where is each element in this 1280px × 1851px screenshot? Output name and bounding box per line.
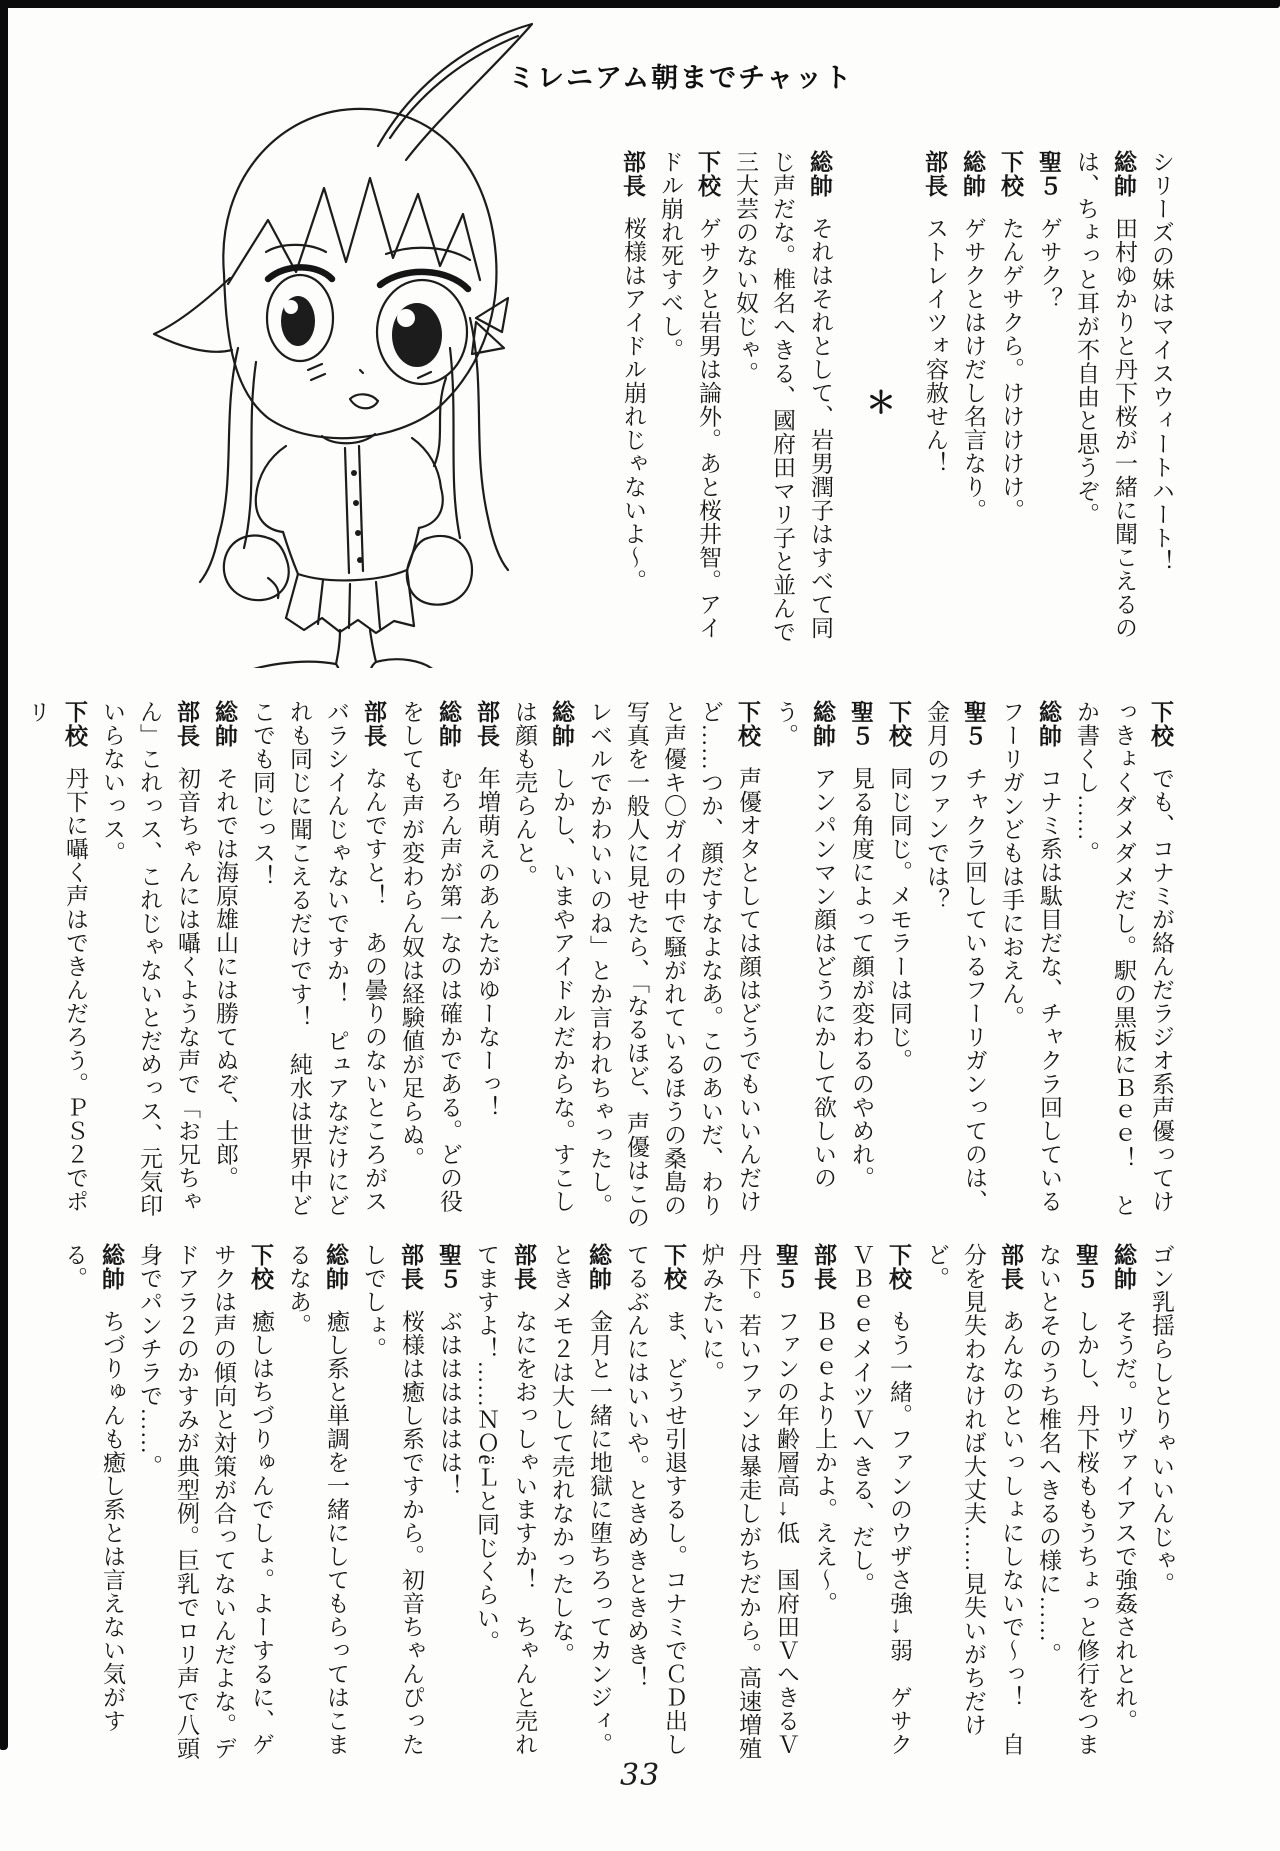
dialogue-band-bottom — [56, 1243, 1180, 1773]
dialogue-entry — [993, 700, 1068, 1230]
speaker-label: 部長 — [361, 700, 387, 748]
chibi-girl-illustration — [116, 16, 564, 668]
speaker-label: 部長 — [811, 1243, 837, 1291]
speaker-label: 下校 — [735, 700, 761, 748]
speaker-label: 聖５ — [848, 700, 874, 748]
speaker-label: 部長 — [620, 150, 646, 198]
dialogue-text: アンパンマン顔はどうにかして欲しいのう。 — [773, 700, 836, 1190]
dialogue-text: しかし、いまやアイドルだからな。すこしは顔も売らんと。 — [512, 700, 575, 1213]
dialogue-text: むろん声が第一なのは確かである。どの役をしても声が変わらん奴は経験値が足らぬ。 — [399, 700, 462, 1213]
dialogue-text: それはそれとして、岩男潤子はすべて同じ声だな。椎名へきる、國府田マリ子と並んで三大芸のない奴じゃ。 — [733, 150, 833, 644]
dialogue-entry — [581, 700, 767, 1230]
scan-border-left — [0, 0, 8, 1750]
dialogue-text: 桜様はアイドル崩れじゃないよ〜。 — [621, 216, 646, 593]
dialogue-text: あんなのといっしょにしないで〜っ！ 自分を見失わなければ大丈夫……見失いがちだけど。 — [924, 1243, 1024, 1756]
speaker-label: 部長 — [174, 700, 200, 748]
divider-glyph: ＊ — [861, 387, 894, 418]
dialogue-text: それでは海原雄山には勝てぬぞ、士郎。 — [213, 766, 238, 1190]
speaker-label: 総帥 — [810, 700, 836, 748]
dialogue-text: 桜様は癒し系ですから。初音ちゃんぴったしでしょ。 — [361, 1243, 424, 1756]
dialogue-text: たんゲサクら。けけけけけ。 — [999, 216, 1024, 522]
dialogue-entry — [1068, 150, 1143, 655]
dialogue-entry — [880, 700, 918, 1230]
dialogue-text: 初音ちゃんには囁くような声で「お兄ちゃん」これっス、これじゃないとだめっス、元気印いらないっス。 — [100, 700, 200, 1217]
dialogue-entry — [244, 700, 393, 1230]
speaker-label: 聖５ — [773, 1243, 799, 1291]
dialogue-text: そうだ。リヴァイアスで強姦されとれ。 — [1112, 1309, 1137, 1733]
speaker-label: 聖５ — [436, 1243, 462, 1291]
dialogue-text: 声優オタとしては顔はどうでもいいんだけど……つか、顔だすなよなあ。このあいだ、わりと声優キ〇ガイの中で騒がれているほうの桑島の写真を一般人に見せたら、「なるほど、声優はこのレベルでかわいいのね」とか言われちゃったし。 — [587, 700, 761, 1229]
dialogue-entry — [206, 700, 244, 1230]
dialogue-text: ゲサクとはけだし名言なり。 — [961, 216, 986, 522]
dialogue-text: ストレイツォ容赦せん！ — [923, 216, 948, 475]
dialogue-text: 同じ同じ。メモラーは同じ。 — [887, 766, 912, 1072]
speaker-label: 総帥 — [1036, 700, 1062, 748]
dialogue-text: 見る角度によって顔が変わるのやめれ。 — [849, 766, 874, 1190]
dialogue-text: なにをおっしゃいますか！ ちゃんと売れてますよ！……ＮＯёＬと同じくらい。 — [474, 1243, 537, 1756]
dialogue-entry — [992, 150, 1030, 655]
dialogue-text: 田村ゆかりと丹下桜が一緒に聞こえるのは、ちょっと耳が不自由と思うぞ。 — [1074, 150, 1137, 640]
dialogue-text: ちづりゅんも癒し系とは言えない気がする。 — [62, 1243, 125, 1733]
dialogue-entry — [918, 700, 993, 1230]
dialogue-entry — [618, 1243, 693, 1773]
dialogue-entry — [56, 1243, 131, 1773]
dialogue-entry — [430, 1243, 468, 1773]
dialogue-entry — [393, 700, 468, 1230]
speaker-label: 下校 — [1148, 700, 1174, 748]
section-divider — [859, 150, 896, 655]
speaker-label: 下校 — [886, 700, 912, 748]
speaker-label: 総帥 — [960, 150, 986, 198]
speaker-label: 下校 — [998, 150, 1024, 198]
dialogue-text: ま、どうせ引退するし。コナミでＣＤ出してるぶんにはいいや。ときめきときめき！ — [624, 1243, 687, 1756]
speaker-label: 総帥 — [1111, 150, 1137, 198]
speaker-label: 総帥 — [99, 1243, 125, 1291]
dialogue-entry — [355, 1243, 430, 1773]
speaker-label: 聖５ — [1036, 150, 1062, 198]
dialogue-text: ゲサクと岩男は論外。あと桜井智。アイドル崩れ死すべし。 — [658, 150, 721, 640]
dialogue-entry — [506, 700, 581, 1230]
dialogue-text: チャクラ回しているフーリガンってのは、金月のファンでは？ — [924, 700, 987, 1213]
dialogue-text: ファンの年齢層高→低 国府田ＶへきるＶ丹下。若いファンは暴走しがちだから。高速増殖炉みたいに。 — [699, 1243, 799, 1760]
speaker-label: 下校 — [62, 700, 88, 748]
dialogue-entry — [614, 150, 652, 655]
speaker-label: 下校 — [248, 1243, 274, 1291]
dialogue-text: 丹下に囁く声はできんだろう。ＰＳ２でポリ — [25, 700, 88, 1213]
dialogue-entry — [693, 1243, 805, 1773]
dialogue-entry — [652, 150, 727, 655]
dialogue-entry — [543, 1243, 618, 1773]
dialogue-entry — [1143, 1243, 1180, 1773]
dialogue-text: コナミ系は駄目だな、チャクラ回しているフーリガンどもは手におえん。 — [999, 700, 1062, 1213]
speaker-label: 総帥 — [436, 700, 462, 748]
speaker-label: 部長 — [998, 1243, 1024, 1291]
dialogue-text: ゴン乳揺らしとりゃいいんじゃ。 — [1149, 1243, 1174, 1596]
speaker-label: 聖５ — [1073, 1243, 1099, 1291]
speaker-label: 部長 — [474, 700, 500, 748]
dialogue-entry — [280, 1243, 355, 1773]
dialogue-entry — [19, 700, 94, 1230]
dialogue-entry — [1105, 1243, 1143, 1773]
dialogue-entry — [767, 700, 842, 1230]
dialogue-entry — [842, 700, 880, 1230]
dialogue-text: シリーズの妹はマイスウィートハート！ — [1149, 150, 1174, 573]
dialogue-entry — [468, 700, 506, 1230]
dialogue-text: もう一緒。ファンのウザさ強→弱 ゲサクＶＢｅｅメイツＶへきる、だし。 — [849, 1243, 912, 1756]
dialogue-entry — [131, 1243, 280, 1773]
speaker-label: 部長 — [511, 1243, 537, 1291]
dialogue-entry — [468, 1243, 543, 1773]
dialogue-entry — [805, 1243, 843, 1773]
dialogue-entry — [1030, 1243, 1105, 1773]
dialogue-text: でも、コナミが絡んだラジオ系声優ってけっきょくダメダメだし。駅の黒板にＢｅｅ！ とか書くし……。 — [1074, 700, 1174, 1217]
dialogue-band-top — [614, 150, 1180, 655]
dialogue-text: 癒し系と単調を一緒にしてもらってはこまるなあ。 — [286, 1243, 349, 1756]
dialogue-entry — [94, 700, 206, 1230]
dialogue-text: Ｂｅｅより上かよ。ええ〜。 — [812, 1309, 837, 1615]
speaker-label: 総帥 — [212, 700, 238, 748]
page-title: ミレニアム朝までチャット — [508, 63, 854, 93]
dialogue-text: 癒しはちづりゅんでしょ。よーするに、ゲサクは声の傾向と対策が合ってないんだよな。デドアラ２のかすみが典型例。巨乳でロリ声で八頭身でパンチラで……。 — [137, 1243, 274, 1760]
dialogue-text: しかし、丹下桜ももうちょっと修行をつまないとそのうち椎名へきるの様に……。 — [1036, 1243, 1099, 1756]
dialogue-text: 金月と一緒に地獄に堕ちろってカンジィ。ときメモ２は大して売れなかったしな。 — [549, 1243, 612, 1756]
dialogue-text: ぶはははははは！ — [437, 1309, 462, 1498]
dialogue-entry — [727, 150, 839, 655]
dialogue-text: なんですと！ あの曇りのないところがスバラシイんじゃないですか！ ピュアなだけにどれも同じに聞こえるだけです！ 純水は世界中どこでも同じっス！ — [250, 700, 387, 1217]
speaker-label: 総帥 — [323, 1243, 349, 1291]
speaker-label: 下校 — [695, 150, 721, 198]
speaker-label: 総帥 — [1111, 1243, 1137, 1291]
speaker-label: 総帥 — [586, 1243, 612, 1291]
speaker-label: 総帥 — [549, 700, 575, 748]
speaker-label: 総帥 — [807, 150, 833, 198]
dialogue-entry — [1030, 150, 1068, 655]
speaker-label: 部長 — [398, 1243, 424, 1291]
dialogue-text: 年増萌えのあんたがゆーなーっ！ — [475, 766, 500, 1119]
chibi-girl-sketch-svg — [116, 16, 564, 668]
page-number: 33 — [620, 1758, 661, 1793]
dialogue-entry — [843, 1243, 918, 1773]
dialogue-entry — [1068, 700, 1180, 1230]
dialogue-text: ゲサク？ — [1037, 216, 1062, 311]
dialogue-entry — [918, 1243, 1030, 1773]
speaker-label: 下校 — [886, 1243, 912, 1291]
dialogue-entry — [1143, 150, 1180, 655]
dialogue-entry — [916, 150, 954, 655]
dialogue-entry — [954, 150, 992, 655]
speaker-label: 聖５ — [961, 700, 987, 748]
speaker-label: 下校 — [661, 1243, 687, 1291]
scan-border-top — [0, 0, 1280, 8]
dialogue-band-middle — [19, 700, 1180, 1230]
speaker-label: 部長 — [922, 150, 948, 198]
